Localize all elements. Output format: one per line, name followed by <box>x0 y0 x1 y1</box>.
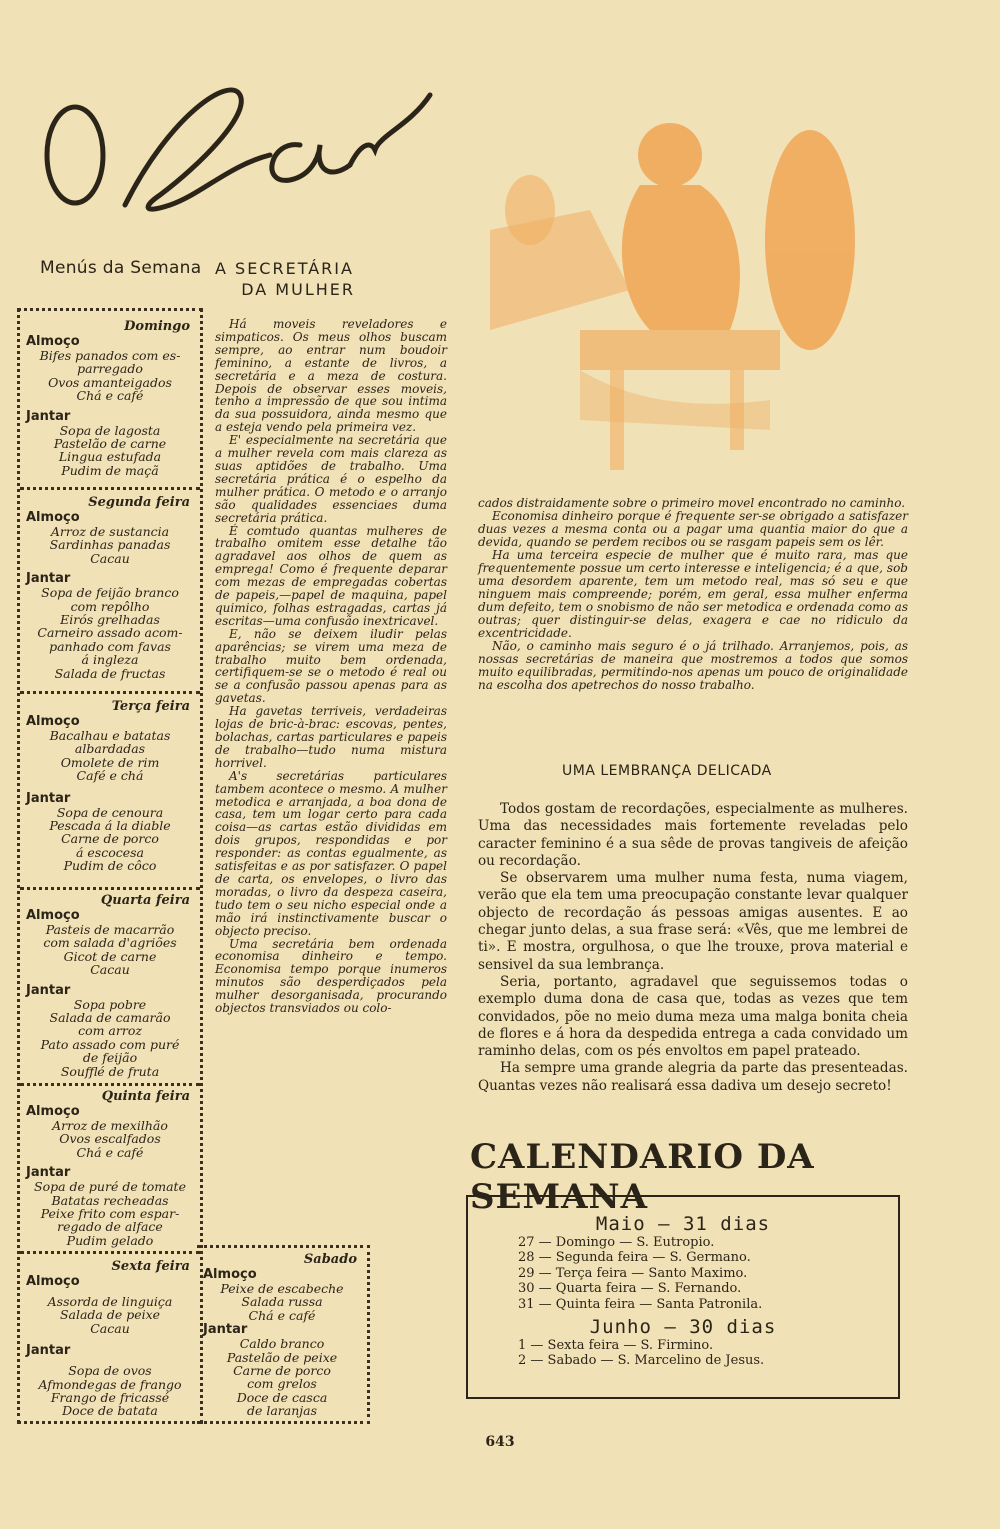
menu-dish: Sopa de cenoura <box>56 804 164 820</box>
lembranca-paragraph: Todos gostam de recordações, especialmente as mulheres. Uma das necessidades mais fortemente reveladas pelo caracter feminino é a sua sêde de provas tangiveis de afeição ou recordação. <box>478 801 908 869</box>
calendar-item: 31 — Quinta feira — Santa Patronila. <box>518 1296 763 1312</box>
page-number: 643 <box>485 1434 515 1450</box>
menu-almoco-label: Almoço <box>26 714 80 729</box>
menu-dish: Sopa de feijão branco <box>41 585 179 601</box>
lembranca-body <box>478 801 908 1095</box>
menu-jantar-label: Jantar <box>26 982 71 998</box>
article-paragraph: Uma secretária bem ordenada economisa dinheiro e tempo. Economisa tempo porque inumeros minutos são desperdiçados pela mulher desorganisada, procurando objectos transviados ou colo- <box>215 936 447 1016</box>
menu-almoco-label: Almoço <box>26 908 80 923</box>
article-paragraph: E, não se deixem iludir pelas aparências; se virem uma meza de trabalho muito bem ordenada, certifiquem-se se o metodo é real ou se a confusão passou apenas para as gavetas. <box>215 626 447 706</box>
menu-day-segunda <box>20 495 200 680</box>
menu-dish: parregado <box>77 361 143 377</box>
menu-day-terca <box>20 699 200 873</box>
calendar-item: 1 — Sexta feira — S. Firmino. <box>518 1338 714 1354</box>
lembranca-paragraph: Se observarem uma mulher numa festa, numa viagem, verão que ela tem uma preocupação constante levar qualquer objecto de recordação ás pessoas amigas ausentes. E ao chegar junto delas, a sua frase será: «Vês, que me lembrei de ti». E mostra, orgulhosa, o que lhe trouxe, prova material e sensivel da sua lembrança. <box>478 870 908 973</box>
menu-dish: Gicot de carne <box>63 948 157 964</box>
calendar-item: 30 — Quarta feira — S. Fernando. <box>518 1281 742 1297</box>
article-paragraph: cados distraidamente sobre o primeiro movel encontrado no caminho. <box>478 496 906 510</box>
menu-almoco-label: Almoço <box>26 1274 80 1289</box>
menu-dish: Doce de batata <box>62 1403 158 1419</box>
article-title-line: A SECRETÁRIA <box>215 259 354 278</box>
menu-dish: Pudim gelado <box>66 1232 154 1248</box>
menu-dish: albardadas <box>74 741 146 757</box>
calendar-item: 27 — Domingo — S. Eutropio. <box>518 1235 715 1250</box>
menu-dish: Pastelão de carne <box>53 436 167 452</box>
calendar-item: 29 — Terça feira — Santo Maximo. <box>518 1265 748 1281</box>
article-paragraph: Não, o caminho mais seguro é o já trilhado. Arranjemos, pois, as nossas secretárias de maneira que mostremos a todos que somos muito equilibradas, permitindo-nos apenas um pouco de originalidade na escolha dos apetrechos do nosso trabalho. <box>478 639 908 692</box>
menu-dish: Peixe de escabeche <box>220 1281 344 1296</box>
menu-dish: Chá e café <box>76 1144 144 1160</box>
menu-dish: Carne de porco <box>233 1363 331 1379</box>
menu-dish: de feijão <box>82 1050 138 1066</box>
menu-dish: Pudim de côco <box>63 858 157 874</box>
woman-at-dressing-table-illustration <box>430 100 900 480</box>
menu-dish: Eirós grelhadas <box>60 612 160 628</box>
menu-dish: Sopa pobre <box>73 996 147 1012</box>
menu-dish: Pudim de maçã <box>61 462 159 478</box>
menu-dish: Afmondegas de frango <box>38 1376 182 1392</box>
calendar-title: CALENDARIO DA SEMANA <box>470 1137 815 1217</box>
lembranca-paragraph: Seria, portanto, agradavel que seguissemos todas o exemplo duma dona de casa que, todas as vezes que tem convidados, põe no meio duma meza uma malga bonita cheia de flores e á hora da despedida entrega a cada convidado um raminho delas, com os pés envoltos em papel prateado. <box>478 973 908 1060</box>
menu-day-title: Sexta feira <box>111 1259 190 1274</box>
menu-jantar-label: Jantar <box>26 1343 71 1359</box>
menu-dish: Frango de fricassé <box>50 1390 170 1406</box>
menu-dish: Cacau <box>90 962 130 978</box>
menu-dish: Cacau <box>90 1320 130 1336</box>
menu-dish: regado de alface <box>57 1219 163 1235</box>
menus-heading: Menús da Semana <box>40 258 202 278</box>
article-paragraph: Há moveis reveladores e simpaticos. Os meus olhos buscam sempre, ao entrar num boudoir feminino, a estante de livros, a secretária e a meza de costura. Depois de observar esses moveis, tenho a impressão de que sou intima da sua possuidora, ainda mesmo que a esteja vendo pela primeira vez. <box>215 317 447 435</box>
menu-dish: Doce de casca <box>236 1389 328 1405</box>
menu-dish: Ovos amanteigados <box>48 374 172 390</box>
menu-dish: Chá e café <box>76 388 144 404</box>
menu-jantar-label: Jantar <box>203 1322 248 1338</box>
menus-box <box>17 308 203 1424</box>
menu-day-title: Quinta feira <box>101 1089 190 1104</box>
menu-dish: Pastelão de peixe <box>226 1349 338 1365</box>
menu-dish: Salada de fructas <box>54 665 166 681</box>
menu-dish: com salada d'agriões <box>43 935 177 951</box>
menu-dish: á escocesa <box>75 844 145 860</box>
menu-dish: panhado com favas <box>49 638 171 654</box>
calendar-month: Maio — 31 dias <box>595 1213 771 1235</box>
menu-almoco-label: Almoço <box>203 1267 257 1282</box>
calendar-month: Junho — 30 dias <box>589 1316 777 1339</box>
menu-day-domingo <box>20 319 200 477</box>
menu-dish: Bacalhau e batatas <box>49 728 171 743</box>
menu-jantar-label: Jantar <box>26 408 71 424</box>
article-column-1 <box>215 318 447 1015</box>
article-title <box>215 258 355 300</box>
article-paragraph: É comtudo quantas mulheres de trabalho omitem esse detalhe tão agradavel aos olhos de quem as emprega! Como é frequente deparar com mezas de empregadas cobertas de papeis,—papel de maquina, papel quimico, folhas estragadas, cartas já escritas—uma confusão inextricavel. <box>215 523 447 628</box>
menu-day-quinta <box>20 1089 200 1247</box>
menu-dish: com arroz <box>78 1023 142 1039</box>
article-title-line: DA MULHER <box>241 280 355 299</box>
menu-dish: Assorda de linguiça <box>47 1294 173 1309</box>
menu-dish: Pasteis de macarrão <box>45 922 175 937</box>
menu-dish: Café e chá <box>76 768 144 784</box>
menu-dish: Arroz de mexilhão <box>52 1118 168 1133</box>
menu-dish: Bifes panados com es- <box>39 348 181 363</box>
menu-dish: com grelos <box>247 1376 317 1392</box>
menu-dish: Salada russa <box>241 1294 323 1310</box>
menu-dish: Carneiro assado acom- <box>37 625 183 641</box>
article-paragraph: E' especialmente na secretária que a mulher revela com mais clareza as suas aptidões de trabalho. Uma secretária prática é o espelho da mulher prática. O metodo e o arranjo são qualidades essenciaes duma secretária prática. <box>215 433 447 525</box>
menu-dish: Salada de peixe <box>59 1307 161 1323</box>
menu-day-sexta <box>20 1259 200 1418</box>
article-paragraph: Economisa dinheiro porque é frequente ser-se obrigado a satisfazer duas vezes a mesma conta ou a pagar uma quantia maior do que a devida, quando se perdem recibos ou se rasgam papeis sem os lêr. <box>478 509 908 549</box>
calendar-item: 28 — Segunda feira — S. Germano. <box>518 1250 751 1266</box>
menu-dish: Arroz de sustancia <box>50 524 170 539</box>
menu-dish: Omolete de rim <box>60 754 160 770</box>
menu-dish: com repôlho <box>70 598 150 614</box>
menu-dish: Pescada á la diable <box>49 818 171 834</box>
menu-dish: Soufflé de fruta <box>60 1063 160 1079</box>
menu-dish: Sopa de lagosta <box>59 422 161 438</box>
menu-jantar-label: Jantar <box>26 571 71 587</box>
menu-day-quarta <box>20 893 200 1078</box>
menu-almoco-label: Almoço <box>26 510 80 525</box>
menu-day-title: Quarta feira <box>100 893 190 908</box>
menu-dish: Cacau <box>90 550 130 566</box>
article-paragraph: Ha gavetas terriveis, verdadeiras lojas de bric-à-brac: escovas, pentes, bolachas, cartas particulares e papeis de trabalho—tudo numa mistura horrivel. <box>215 704 447 770</box>
menu-dish: Caldo branco <box>239 1336 325 1352</box>
menu-jantar-label: Jantar <box>26 1165 71 1181</box>
menu-dish: Batatas recheadas <box>51 1192 169 1208</box>
lembranca-title: UMA LEMBRANÇA DELICADA <box>562 763 772 779</box>
menu-day-sabado <box>197 1245 370 1424</box>
magazine-title-logo <box>30 55 450 215</box>
menu-almoco-label: Almoço <box>26 1104 80 1119</box>
menu-almoco-label: Almoço <box>26 334 80 349</box>
menu-dish: Chá e café <box>248 1307 316 1323</box>
menu-dish: Sopa de ovos <box>68 1363 152 1379</box>
menu-dish: Peixe frito com espar- <box>40 1206 180 1222</box>
menu-dish: Salada de camarão <box>49 1010 171 1026</box>
menu-dish: Sardinhas panadas <box>49 537 171 553</box>
menu-day-title: Segunda feira <box>88 495 190 510</box>
menu-day-title: Terça feira <box>111 699 190 714</box>
menu-day-title: Domingo <box>124 319 190 334</box>
menu-day-title: Sabado <box>303 1252 357 1267</box>
menu-dish: Ovos escalfados <box>59 1131 161 1147</box>
menu-dish: Lingua estufada <box>58 449 162 465</box>
menu-dish: de laranjas <box>246 1403 318 1419</box>
calendar-box <box>466 1195 900 1399</box>
article-paragraph: Ha uma terceira especie de mulher que é muito rara, mas que frequentemente possue um certo interesse e inteligencia; é a que, sob uma desordem aparente, tem um metodo real, mas só seu e que ninguem mais compreende; porém, em geral, essa mulher enferma dum defeito, tem o snobismo de não ser metodica e ordenada como as outras; quer distinguir-se delas, exagera e cae no ridiculo da excentricidade. <box>478 548 908 640</box>
menu-dish: Carne de porco <box>61 831 159 847</box>
menu-dish: Pato assado com puré <box>40 1036 180 1052</box>
article-column-2 <box>478 497 908 692</box>
calendar-item: 2 — Sabado — S. Marcelino de Jesus. <box>518 1353 765 1369</box>
article-paragraph: A's secretárias particulares tambem acontece o mesmo. A mulher metodica e arranjada, a boa dona de casa, tem um logar certo para cada coisa—as cartas estão divididas em dois grupos, respondidas e por responder: as contas egualmente, as satisfeitas e as por satisfazer. O papel de carta, os envelopes, o livro das moradas, o livro da despeza caseira, tudo tem o seu nicho especial onde a mão irá instinctivamente buscar o objecto preciso. <box>215 768 447 938</box>
menu-dish: á ingleza <box>81 652 139 668</box>
menu-jantar-label: Jantar <box>26 790 71 806</box>
lembranca-paragraph: Ha sempre uma grande alegria da parte das presenteadas. Quantas vezes não realisará essa dadiva um desejo secreto! <box>478 1060 908 1094</box>
menu-dish: Sopa de puré de tomate <box>34 1179 186 1195</box>
